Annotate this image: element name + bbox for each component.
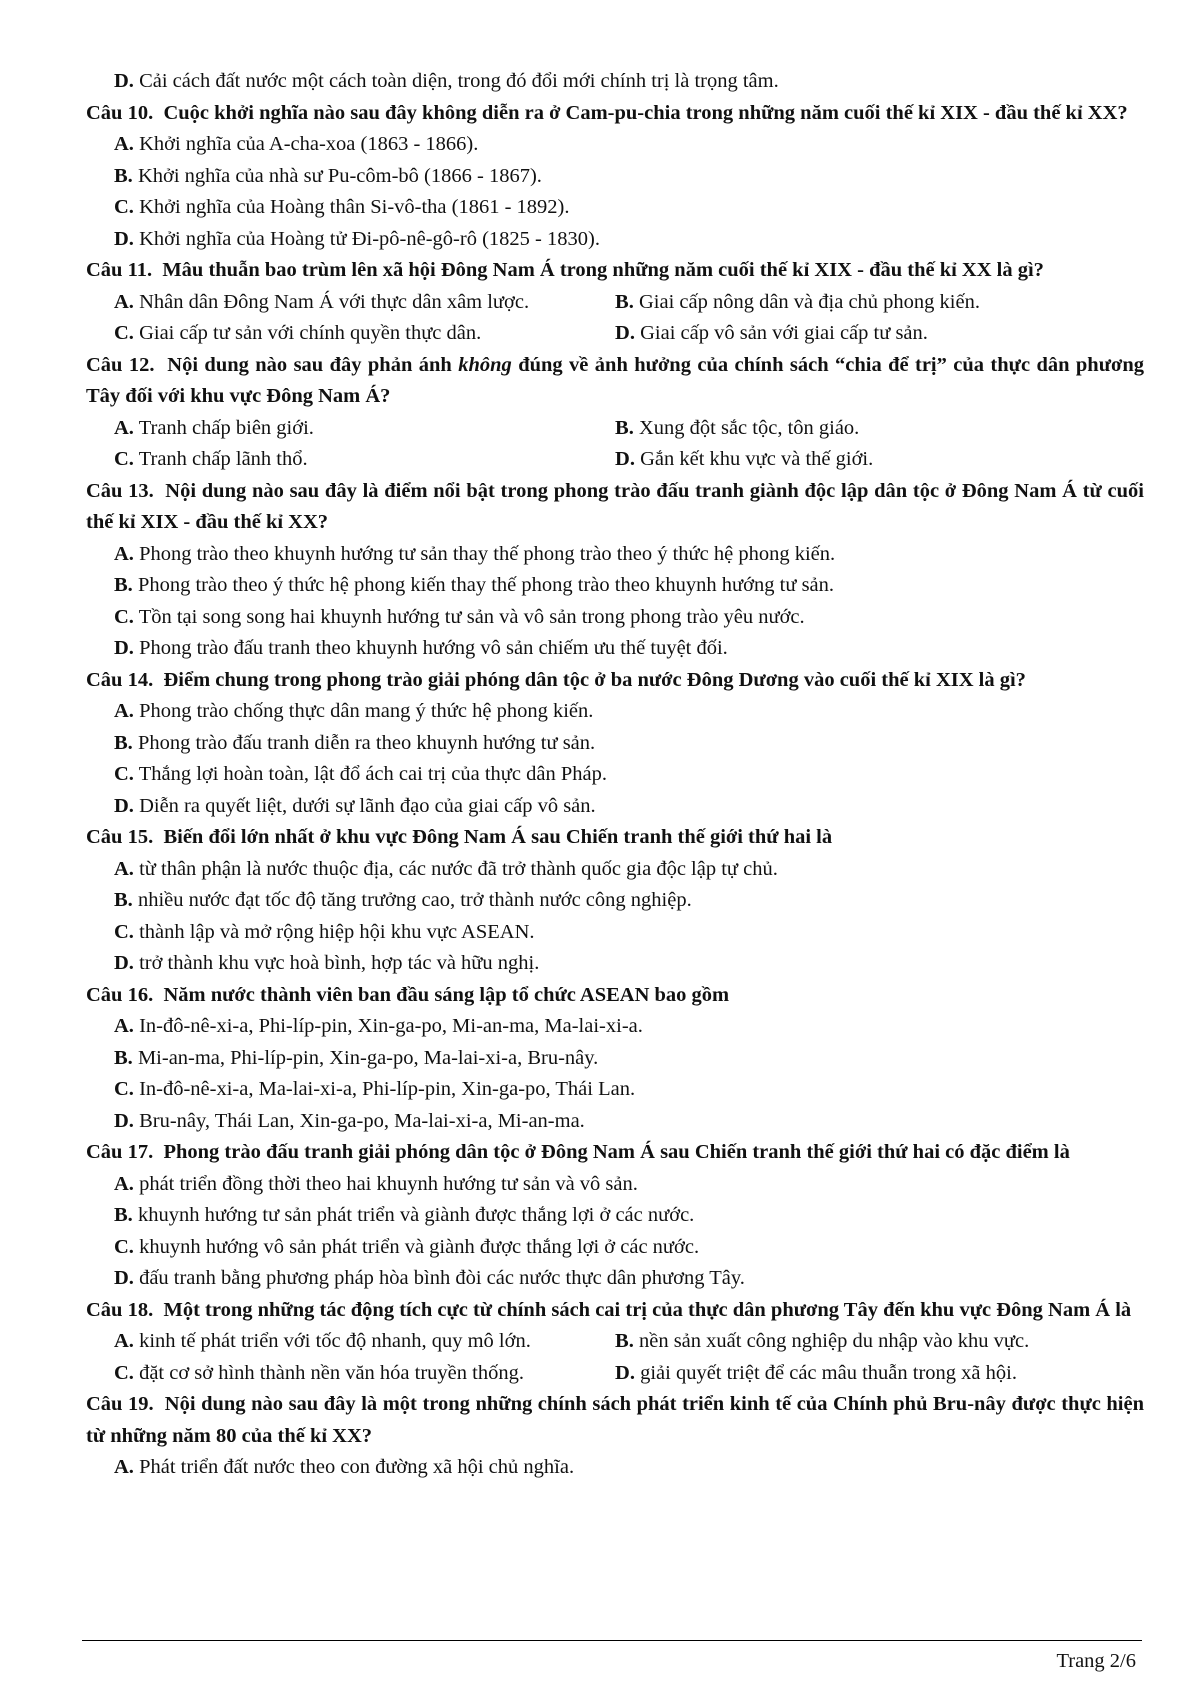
q14-option-b: B. Phong trào đấu tranh diễn ra theo khuynh hướng tư sản. [114, 731, 596, 754]
question-15: Câu 15. Biến đổi lớn nhất ở khu vực Đông Nam Á sau Chiến tranh thế giới thứ hai là [86, 826, 833, 848]
q12-options-row-2 [86, 444, 1144, 476]
emphasis-khong: không [458, 353, 512, 376]
question-14: Câu 14. Điểm chung trong phong trào giải phóng dân tộc ở ba nước Đông Dương vào cuối thế kỉ XIX là gì? [86, 668, 1026, 691]
q16-option-d: D. Bru-nây, Thái Lan, Xin-ga-po, Ma-lai-xi-a, Mi-an-ma. [114, 1109, 585, 1132]
q15-option-b: B. nhiều nước đạt tốc độ tăng trưởng cao, trở thành nước công nghiệp. [114, 889, 692, 911]
q17-option-d: D. đấu tranh bằng phương pháp hòa bình đòi các nước thực dân phương Tây. [114, 1267, 745, 1289]
q12-option-b: B. Xung đột sắc tộc, tôn giáo. [615, 416, 860, 439]
q10-option-b: B. Khởi nghĩa của nhà sư Pu-côm-bô (1866 - 1867). [114, 164, 542, 187]
q14-option-a: A. Phong trào chống thực dân mang ý thức hệ phong kiến. [114, 700, 594, 722]
q10-option-a: A. Khởi nghĩa của A-cha-xoa (1863 - 1866). [114, 133, 479, 155]
q18-option-d: D. giải quyết triệt để các mâu thuẫn trong xã hội. [615, 1361, 1017, 1384]
q12-option-d: D. Gắn kết khu vực và thế giới. [615, 448, 874, 470]
q15-option-a: A. từ thân phận là nước thuộc địa, các nước đã trở thành quốc gia độc lập tự chủ. [114, 857, 778, 880]
option-d-continued: D. Cải cách đất nước một cách toàn diện, trong đó đổi mới chính trị là trọng tâm. [114, 70, 779, 92]
q11-options-row-2 [86, 318, 1144, 350]
question-19: Câu 19. Nội dung nào sau đây là một trong những chính sách phát triển kinh tế của Chính phủ Bru-nây được thực hiện từ những năm 80 của thế kỉ XX? [86, 1393, 1144, 1447]
question-18: Câu 18. Một trong những tác động tích cực từ chính sách cai trị của thực dân phương Tây đến khu vực Đông Nam Á là [86, 1298, 1132, 1321]
q11-option-d: D. Giai cấp vô sản với giai cấp tư sản. [615, 322, 928, 344]
q11-option-b: B. Giai cấp nông dân và địa chủ phong kiến. [615, 290, 980, 313]
q13-option-a: A. Phong trào theo khuynh hướng tư sản thay thế phong trào theo ý thức hệ phong kiến. [114, 542, 836, 565]
question-11: Câu 11. Mâu thuẫn bao trùm lên xã hội Đông Nam Á trong những năm cuối thế kỉ XIX - đầu thế kỉ XX là gì? [86, 259, 1044, 281]
q16-option-b: B. Mi-an-ma, Phi-líp-pin, Xin-ga-po, Ma-lai-xi-a, Bru-nây. [114, 1046, 599, 1069]
q13-option-b: B. Phong trào theo ý thức hệ phong kiến thay thế phong trào theo khuynh hướng tư sản. [114, 574, 835, 596]
question-16: Câu 16. Năm nước thành viên ban đầu sáng lập tổ chức ASEAN bao gồm [86, 983, 730, 1006]
q18-option-a: A. kinh tế phát triển với tốc độ nhanh, quy mô lớn. [114, 1330, 531, 1352]
question-12: Câu 12. Nội dung nào sau đây phản ánh không đúng về ảnh hưởng của chính sách “chia để trị” của thực dân phương Tây đối với khu vực Đông Nam Á? [86, 353, 1145, 407]
q10-option-c: C. Khởi nghĩa của Hoàng thân Si-vô-tha (1861 - 1892). [114, 196, 570, 218]
question-13: Câu 13. Nội dung nào sau đây là điểm nổi bật trong phong trào đấu tranh giành độc lập dân tộc ở Đông Nam Á từ cuối thế kỉ XIX - đầu thế kỉ XX? [86, 479, 1144, 533]
q12-options-row-1 [86, 413, 1144, 445]
q15-option-d: D. trở thành khu vực hoà bình, hợp tác và hữu nghị. [114, 952, 540, 974]
q11-options-row-1 [86, 287, 1144, 319]
q17-option-c: C. khuynh hướng vô sản phát triển và giành được thắng lợi ở các nước. [114, 1235, 700, 1258]
q13-option-c: C. Tồn tại song song hai khuynh hướng tư sản và vô sản trong phong trào yêu nước. [114, 605, 805, 628]
question-17: Câu 17. Phong trào đấu tranh giải phóng dân tộc ở Đông Nam Á sau Chiến tranh thế giới thứ hai có đặc điểm là [86, 1141, 1070, 1163]
q17-option-b: B. khuynh hướng tư sản phát triển và giành được thắng lợi ở các nước. [114, 1204, 695, 1226]
question-10: Câu 10. Cuộc khởi nghĩa nào sau đây không diễn ra ở Cam-pu-chia trong những năm cuối thế kỉ XIX - đầu thế kỉ XX? [86, 101, 1128, 124]
page-content [86, 66, 1144, 1484]
q13-option-d: D. Phong trào đấu tranh theo khuynh hướng vô sản chiếm ưu thế tuyệt đối. [114, 637, 728, 659]
footer-divider [82, 1640, 1142, 1641]
page-number: Trang 2/6 [1056, 1650, 1136, 1672]
q18-option-c: C. đặt cơ sở hình thành nền văn hóa truyền thống. [114, 1361, 524, 1384]
q12-option-c: C. Tranh chấp lãnh thổ. [114, 448, 308, 470]
q16-option-c: C. In-đô-nê-xi-a, Ma-lai-xi-a, Phi-líp-pin, Xin-ga-po, Thái Lan. [114, 1078, 636, 1100]
q11-option-c: C. Giai cấp tư sản với chính quyền thực dân. [114, 322, 482, 344]
q14-option-c: C. Thắng lợi hoàn toàn, lật đổ ách cai trị của thực dân Pháp. [114, 763, 607, 785]
q15-option-c: C. thành lập và mở rộng hiệp hội khu vực ASEAN. [114, 920, 535, 943]
q14-option-d: D. Diễn ra quyết liệt, dưới sự lãnh đạo của giai cấp vô sản. [114, 794, 596, 817]
q18-option-b: B. nền sản xuất công nghiệp du nhập vào khu vực. [615, 1330, 1030, 1352]
q12-option-a: A. Tranh chấp biên giới. [114, 416, 314, 439]
q16-option-a: A. In-đô-nê-xi-a, Phi-líp-pin, Xin-ga-po, Mi-an-ma, Ma-lai-xi-a. [114, 1015, 643, 1037]
q10-option-d: D. Khởi nghĩa của Hoàng tử Đi-pô-nê-gô-rô (1825 - 1830). [114, 227, 600, 250]
q18-options-row-2 [86, 1358, 1144, 1390]
q18-options-row-1 [86, 1326, 1144, 1358]
q17-option-a: A. phát triển đồng thời theo hai khuynh hướng tư sản và vô sản. [114, 1172, 638, 1195]
q11-option-a: A. Nhân dân Đông Nam Á với thực dân xâm lược. [114, 290, 530, 313]
q19-option-a: A. Phát triển đất nước theo con đường xã hội chủ nghĩa. [114, 1456, 575, 1478]
